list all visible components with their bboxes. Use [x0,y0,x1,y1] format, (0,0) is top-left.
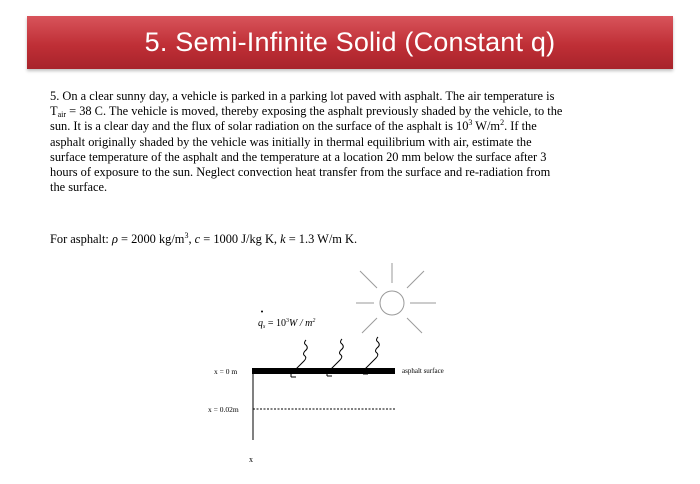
separator: , [188,232,195,246]
rho-exponent: 3 [184,231,189,240]
properties-prefix: For asphalt: [50,232,112,246]
problem-line-3-text: sun. It is a clear day and the flux of solar radiation on the surface of the asphalt is 10 [50,119,469,134]
label-x002: x = 0.02m [208,405,239,414]
flux-units: W / m [288,318,313,329]
problem-line-6: hours of exposure to the sun. Neglect convection heat transfer from the surface and re-radiation from [50,165,551,180]
k-value: = 1.3 W/m K. [285,232,358,246]
problem-line-7: the surface. [50,180,108,195]
problem-line-3-end: . If the [504,119,537,134]
label-asphalt-surface: asphalt surface [402,367,444,375]
rho-value: = 2000 kg/m [117,232,185,246]
label-x-axis: x [249,455,253,464]
t-air-subscript: air [57,110,67,120]
flux-label [258,311,315,331]
asphalt-surface-bar [252,368,395,374]
k-symbol: k [280,232,286,246]
problem-line-1: 5. On a clear sunny day, a vehicle is parked in a parking lot paved with asphalt. The air temperature is [50,89,555,103]
problem-line-2-text: = 38 C. The vehicle is moved, thereby exposing the asphalt previously shaded by the vehicle, to the [66,104,563,119]
label-x0: x = 0 m [214,367,238,376]
flux-subscript: s [263,324,266,330]
flux-unit-exponent: 2 [500,118,505,128]
c-symbol: c [194,232,201,246]
radiation-arrow-2 [327,339,343,373]
flux-exponent: 3 [468,118,473,128]
c-value: = 1000 J/kg K, [200,232,281,246]
flux-equals: = 10 [265,318,286,329]
rho-symbol: ρ [111,232,118,246]
flux-units-power: 2 [312,318,316,324]
flux-symbol: q [258,318,263,329]
radiation-arrow-3 [363,337,379,371]
svg-text:qs = 103W / m2 [258,318,315,330]
problem-line-4: asphalt originally shaded by the vehicle was initially in thermal equilibrium with air, estimate the [50,134,532,149]
flux-unit: W/m [472,119,501,134]
problem-line-5: surface temperature of the asphalt and the temperature at a location 20 mm below the surface after 3 [50,149,547,164]
t-symbol: T [50,104,58,119]
flux-power: 3 [285,318,289,324]
sun-icon [356,263,436,333]
slide-title: 5. Semi-Infinite Solid (Constant q) [144,27,556,57]
